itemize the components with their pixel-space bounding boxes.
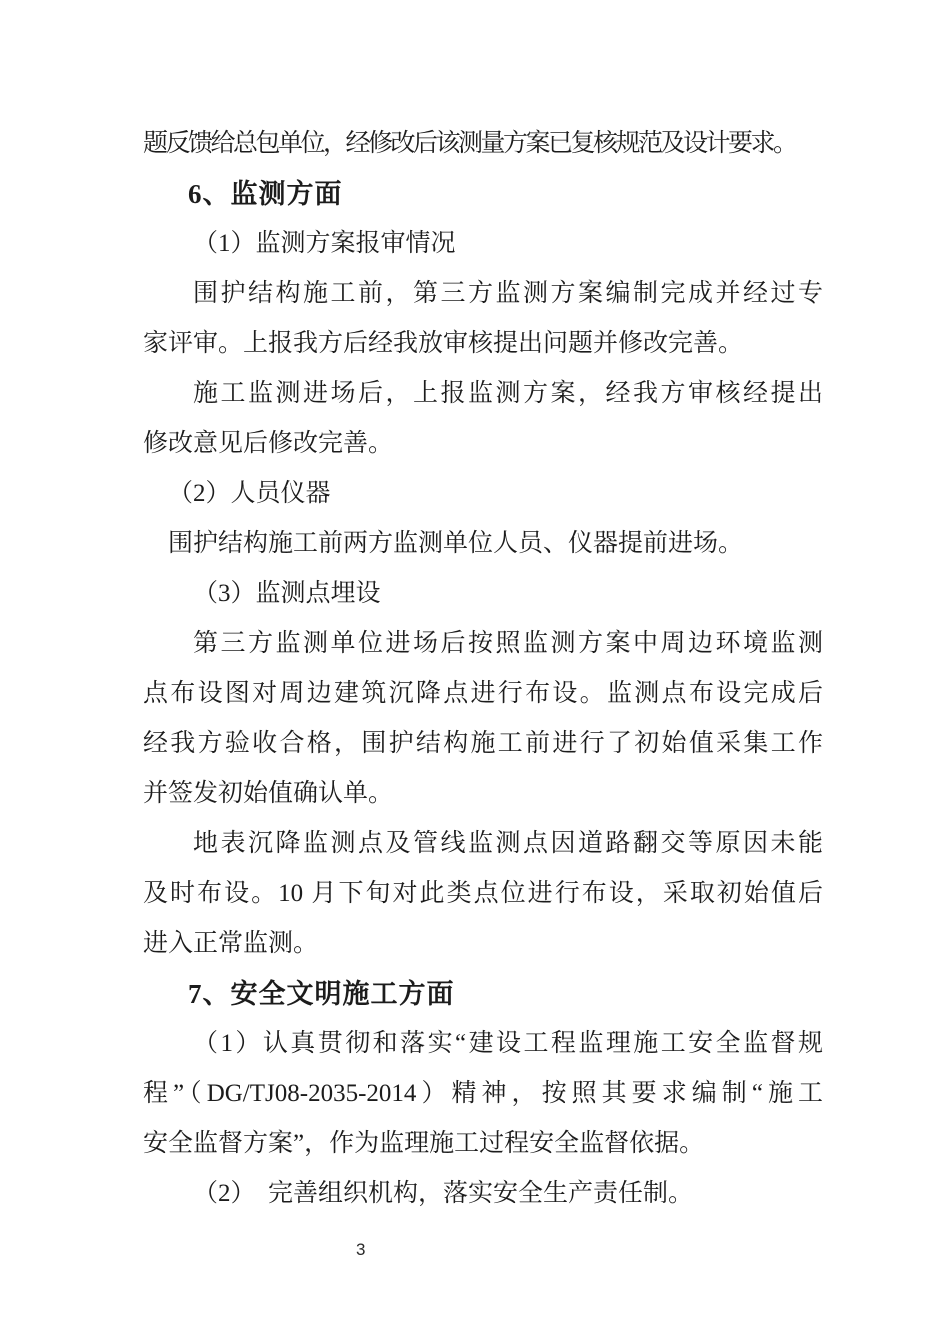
list-item-line: （3）监测点埋设 <box>193 580 381 607</box>
list-item-line: （1）监测方案报审情况 <box>193 230 456 257</box>
text-line: 安全监督方案”，作为监理施工过程安全监督依据。 <box>143 1130 705 1157</box>
text-line: 家评审。上报我方后经我放审核提出问题并修改完善。 <box>143 330 744 357</box>
text-line: 修改意见后修改完善。 <box>143 430 394 457</box>
section-heading-7: 7、安全文明施工方面 <box>188 979 455 1009</box>
text-line: 施工监测进场后，上报监测方案，经我方审核经提出 <box>193 380 823 407</box>
list-item-line: （1）认真贯彻和落实“建设工程监理施工安全监督规 <box>193 1030 823 1057</box>
text-line: 点布设图对周边建筑沉降点进行布设。监测点布设完成后 <box>143 680 823 707</box>
text-line: 及时布设。10 月下旬对此类点位进行布设，采取初始值后 <box>143 880 823 907</box>
text-line: 进入正常监测。 <box>143 930 319 957</box>
text-line: 地表沉降监测点及管线监测点因道路翻交等原因未能 <box>193 830 823 857</box>
text-line: 程”（DG/TJ08-2035-2014）精神，按照其要求编制“施工 <box>143 1080 823 1107</box>
text-line: 第三方监测单位进场后按照监测方案中周边环境监测 <box>193 630 823 657</box>
list-item-line: （2） 完善组织机构，落实安全生产责任制。 <box>193 1180 694 1207</box>
section-heading-6: 6、监测方面 <box>188 179 343 209</box>
text-line: 经我方验收合格，围护结构施工前进行了初始值采集工作 <box>143 730 823 757</box>
list-item-line: （2）人员仪器 <box>168 480 331 507</box>
text-line: 围护结构施工前两方监测单位人员、仪器提前进场。 <box>168 530 744 557</box>
document-body <box>143 119 823 1219</box>
text-line: 题反馈给总包单位，经修改后该测量方案已复核规范及设计要求。 <box>143 130 796 157</box>
text-line: 围护结构施工前，第三方监测方案编制完成并经过专 <box>193 280 823 307</box>
page-number: 3 <box>356 1240 366 1259</box>
text-line: 并签发初始值确认单。 <box>143 780 394 807</box>
